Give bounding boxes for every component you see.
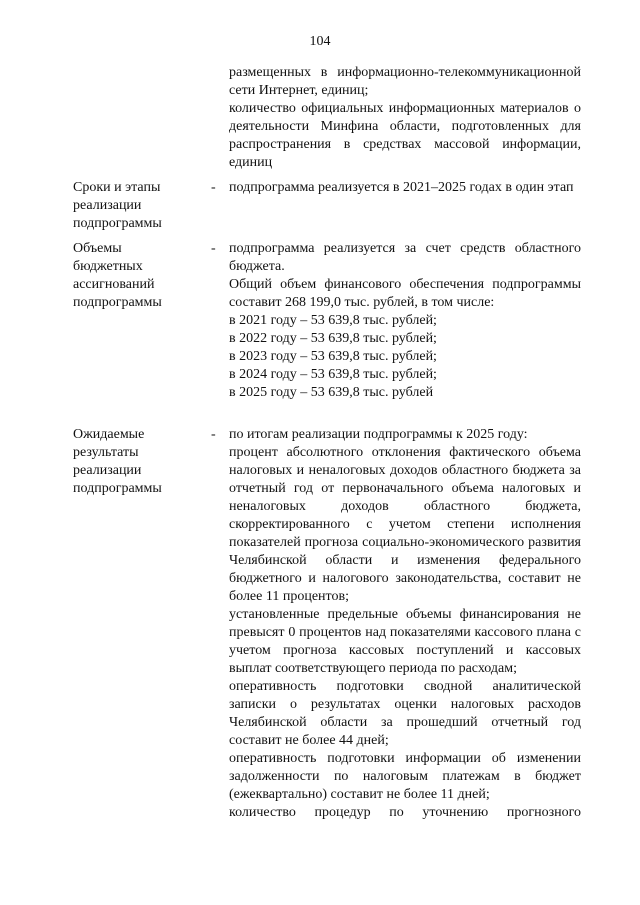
section-paragraph: в 2025 году – 53 639,8 тыс. рублей	[229, 385, 434, 400]
section-paragraph: Общий объем финансового обеспечения подпрограммы составит 268 199,0 тыс. рублей, в том числе:	[229, 277, 581, 310]
section-dash: -	[211, 180, 216, 195]
section-paragraph: в 2023 году – 53 639,8 тыс. рублей;	[229, 349, 437, 364]
section-paragraph: оперативность подготовки сводной аналитической записки о результатах оценки налоговых расходов Челябинской области за прошедший отчетный год составит не более 44 дней;	[229, 679, 581, 748]
section-paragraph: подпрограмма реализуется в 2021–2025 годах в один этап	[229, 180, 574, 195]
section-content	[229, 179, 581, 197]
label-line: подпрограммы	[73, 216, 162, 231]
section-paragraph: подпрограмма реализуется за счет средств областного бюджета.	[229, 241, 581, 274]
label-line: ассигнований	[73, 277, 155, 292]
section-dash: -	[211, 241, 216, 256]
section-dash: -	[211, 427, 216, 442]
page-number: 104	[309, 34, 331, 49]
intro-text	[229, 64, 581, 172]
label-line: подпрограммы	[73, 295, 162, 310]
label-line: Объемы	[73, 241, 122, 256]
section-label	[73, 240, 205, 312]
section-paragraph: оперативность подготовки информации об изменении задолженности по налоговым платежам в бюджет (ежеквартально) составит не более 11 дней;	[229, 751, 581, 802]
label-line: результаты	[73, 445, 139, 460]
label-line: бюджетных	[73, 259, 143, 274]
label-line: реализации	[73, 463, 142, 478]
label-line: подпрограммы	[73, 481, 162, 496]
label-line: Сроки и этапы	[73, 180, 161, 195]
label-line: реализации	[73, 198, 142, 213]
label-line: Ожидаемые	[73, 427, 145, 442]
section-paragraph: в 2024 году – 53 639,8 тыс. рублей;	[229, 367, 437, 382]
section-paragraph: процент абсолютного отклонения фактического объема налоговых и неналоговых доходов областного бюджета за отчетный год от первоначального объема налоговых и неналоговых доходов областного бюджета, скорректированного с учетом степени исполнения показателей прогноза социально-экономического развития Челябинской области и изменения федерального бюджетного и налогового законодательства, составит не более 11 процентов;	[229, 445, 581, 604]
section-label	[73, 426, 205, 498]
section-paragraph: установленные предельные объемы финансирования не превысят 0 процентов над показателями кассового плана с учетом прогноза кассовых поступлений и кассовых выплат соответствующего периода по расходам;	[229, 607, 581, 676]
section-paragraph: в 2021 году – 53 639,8 тыс. рублей;	[229, 313, 437, 328]
section-label	[73, 179, 205, 233]
section-paragraph: количество процедур по уточнению прогнозного	[229, 805, 581, 820]
intro-paragraph: количество официальных информационных материалов о деятельности Минфина области, подготовленных для распространения в средствах массовой информации, единиц	[229, 101, 581, 170]
section-paragraph: по итогам реализации подпрограммы к 2025 году:	[229, 427, 528, 442]
section-paragraph: в 2022 году – 53 639,8 тыс. рублей;	[229, 331, 437, 346]
section-content	[229, 426, 581, 822]
section-content	[229, 240, 581, 402]
intro-paragraph: размещенных в информационно-телекоммуникационной сети Интернет, единиц;	[229, 65, 581, 98]
